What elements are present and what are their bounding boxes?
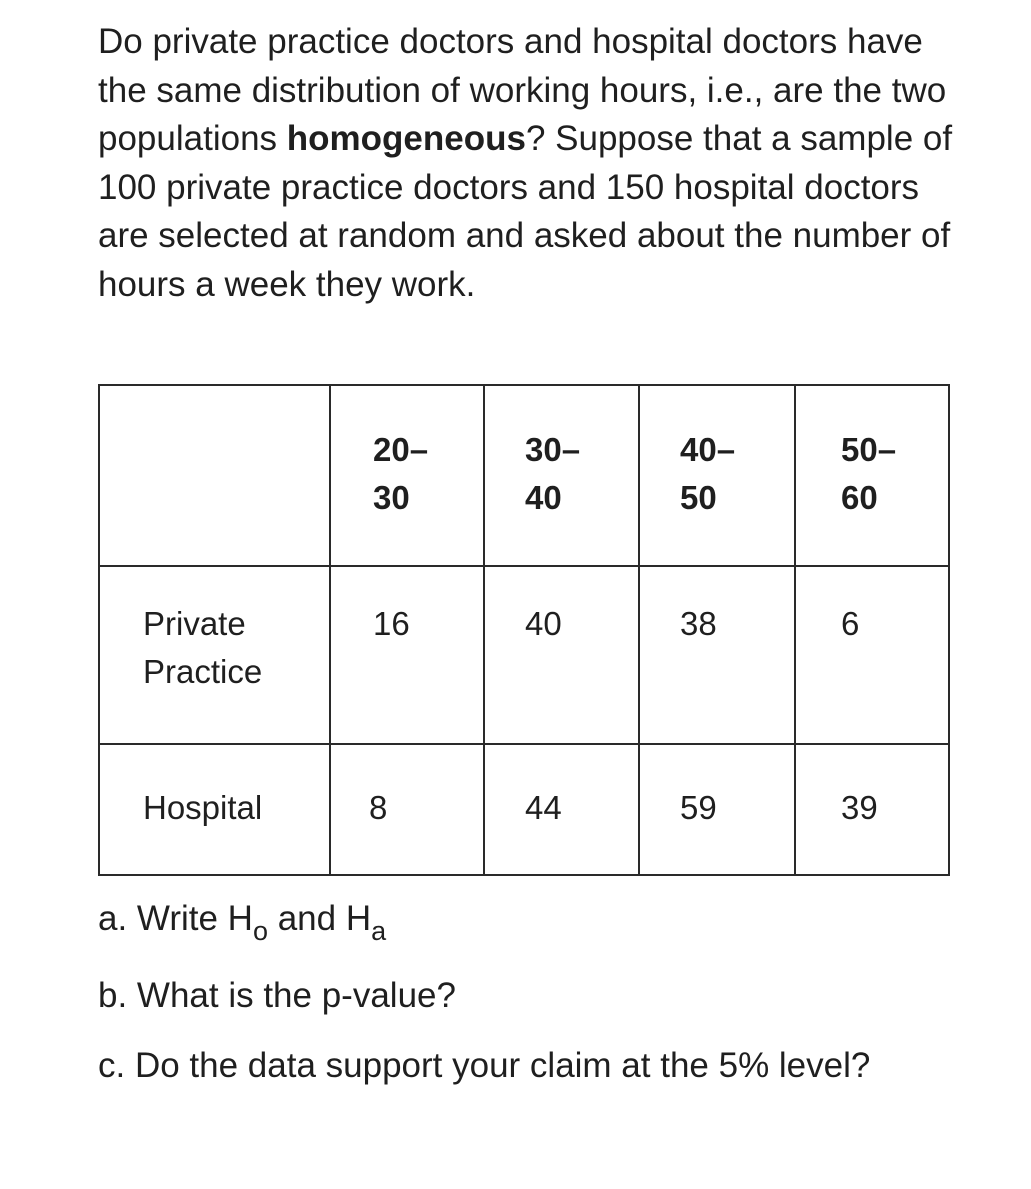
table-cell: 38 [639, 566, 795, 744]
table-cell: 8 [330, 744, 484, 875]
hours-table [98, 384, 950, 876]
problem-statement [98, 18, 958, 309]
column-header: 50– 60 [795, 385, 949, 566]
table-cell: 39 [795, 744, 949, 875]
table-cell: 59 [639, 744, 795, 875]
row-label: Hospital [99, 744, 330, 875]
problem-rest: ? Suppose that a sample of 100 private practice doctors and 150 hospital doctors are selected at random and asked about the number of hours a week they work. [98, 119, 953, 304]
table-header-row [99, 385, 949, 566]
problem-text [98, 18, 958, 309]
problem-intro: Do private practice doctors and hospital doctors have the same distribution of working hours, i.e., are the two populations [98, 22, 947, 158]
question-b: b. What is the p-value? [98, 976, 456, 1015]
table-cell: 40 [484, 566, 639, 744]
table-cell: 16 [330, 566, 484, 744]
table-corner-cell [99, 385, 330, 566]
column-header: 20– 30 [330, 385, 484, 566]
table-cell: 44 [484, 744, 639, 875]
row-label: Private Practice [99, 566, 330, 744]
column-header: 40– 50 [639, 385, 795, 566]
column-header: 30– 40 [484, 385, 639, 566]
problem-emphasis: homogeneous [286, 119, 526, 158]
table-row [99, 566, 949, 744]
question-c: c. Do the data support your claim at the 5% level? [98, 1046, 871, 1085]
table-row [99, 744, 949, 875]
question-a: a. Write $H_o$ and $H_a$ [98, 899, 387, 946]
hours-table-container [98, 384, 950, 876]
table-cell: 6 [795, 566, 949, 744]
